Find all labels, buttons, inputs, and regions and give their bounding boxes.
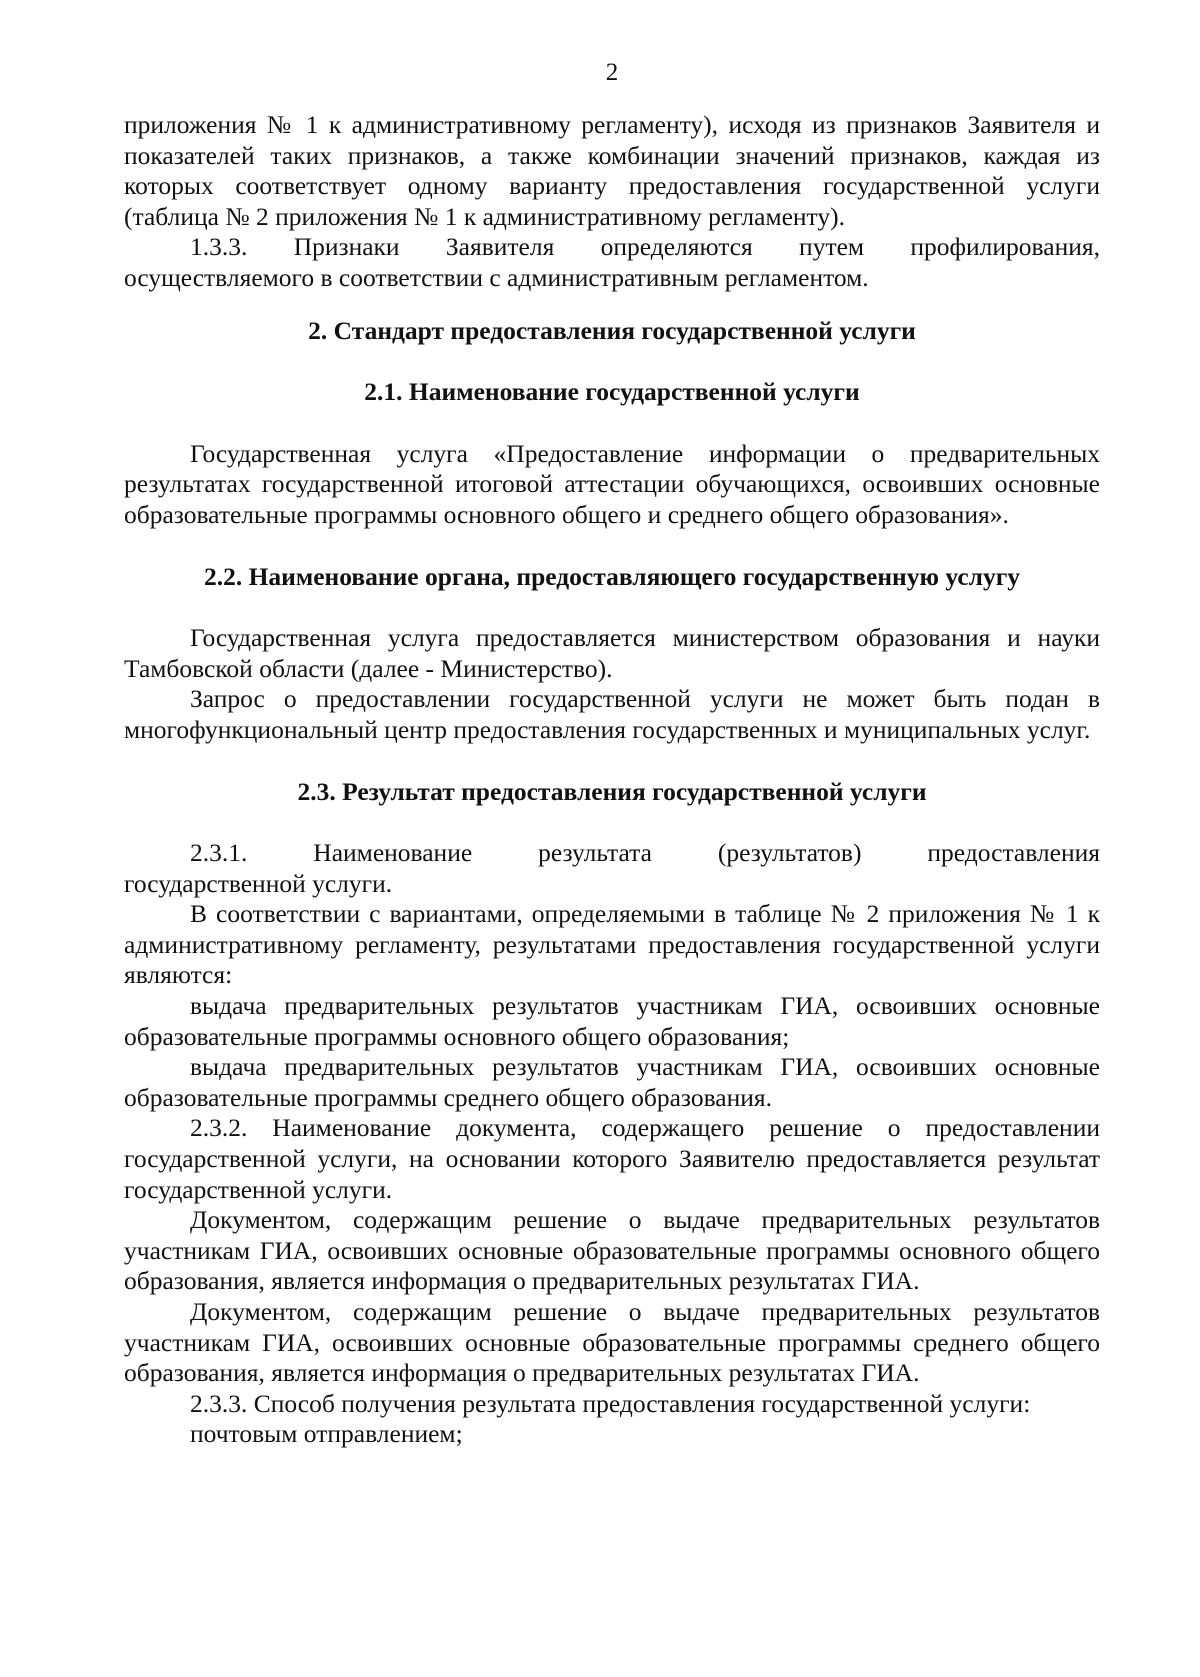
section-2-3-paragraph: Документом, содержащим решение о выдаче предварительных результатов участникам ГИА, освоивших основные образовательные программы основного общего образования, является информация о предварительных результатах ГИА. xyxy=(124,1205,1100,1296)
section-2-3-list-item: почтовым отправлением; xyxy=(190,1419,463,1449)
section-2-2-heading: 2.2. Наименование органа, предоставляющего государственную услугу xyxy=(203,561,1021,591)
section-2-3-paragraph: Документом, содержащим решение о выдаче предварительных результатов участникам ГИА, освоивших основные образовательные программы среднего общего образования, является информация о предварительных результатах ГИА. xyxy=(124,1297,1100,1388)
item-2-3-1-continuation: государственной услуги. xyxy=(124,868,393,898)
item-1-3-3-word: Признаки xyxy=(293,232,400,262)
section-2-1-paragraph: Государственная услуга «Предоставление информации о предварительных результатах государственной итоговой аттестации обучающихся, освоивших основные образовательные программы основного общего и среднего общего образования». xyxy=(124,438,1100,529)
section-2-2-paragraph: Государственная услуга предоставляется министерством образования и науки Тамбовской области (далее - Министерство). xyxy=(124,623,1100,683)
item-1-3-3-word: определяются xyxy=(600,232,753,262)
item-2-3-1-word: результата xyxy=(538,838,652,868)
item-1-3-3-continuation: осуществляемого в соответствии с административным регламентом. xyxy=(124,262,869,292)
item-2-3-1-word: Наименование xyxy=(313,838,473,868)
item-2-3-1-word: предоставления xyxy=(927,838,1100,868)
section-2-2-paragraph: Запрос о предоставлении государственной услуги не может быть подан в многофункциональный центр предоставления государственных и муниципальных услуг. xyxy=(124,684,1100,744)
item-2-3-3-paragraph: 2.3.3. Способ получения результата предоставления государственной услуги: xyxy=(190,1388,1031,1418)
section-2-1-heading: 2.1. Наименование государственной услуги xyxy=(364,377,860,407)
section-2-heading: 2. Стандарт предоставления государственной услуги xyxy=(308,315,916,345)
page-number: 2 xyxy=(605,59,619,86)
item-2-3-1-word: (результатов) xyxy=(717,838,862,868)
item-1-3-3-word: 1.3.3. xyxy=(190,232,248,262)
item-1-3-3-word: Заявителя xyxy=(445,232,555,262)
item-1-3-3-word: путем xyxy=(799,232,865,262)
section-2-3-list-item: выдача предварительных результатов участникам ГИА, освоивших основные образовательные программы среднего общего образования. xyxy=(124,1052,1100,1112)
paragraph-continuation: приложения № 1 к административному регламенту), исходя из признаков Заявителя и показателей таких признаков, а также комбинации значений признаков, каждая из которых соответствует одному варианту предоставления государственной услуги (таблица № 2 приложения № 1 к административному регламенту). xyxy=(124,110,1100,231)
item-1-3-3-line xyxy=(124,232,1100,263)
section-2-3-paragraph: В соответствии с вариантами, определяемыми в таблице № 2 приложения № 1 к административному регламенту, результатами предоставления государственной услуги являются: xyxy=(124,899,1100,990)
item-2-3-1-word: 2.3.1. xyxy=(190,838,248,868)
document-body xyxy=(124,110,1100,1450)
section-2-3-list-item: выдача предварительных результатов участникам ГИА, освоивших основные образовательные программы основного общего образования; xyxy=(124,991,1100,1051)
item-1-3-3-word: профилирования, xyxy=(910,232,1100,262)
item-2-3-2-paragraph: 2.3.2. Наименование документа, содержащего решение о предоставлении государственной услуги, на основании которого Заявителю предоставляется результат государственной услуги. xyxy=(124,1113,1100,1204)
item-2-3-1-line xyxy=(124,838,1100,869)
section-2-3-heading: 2.3. Результат предоставления государственной услуги xyxy=(297,776,927,806)
